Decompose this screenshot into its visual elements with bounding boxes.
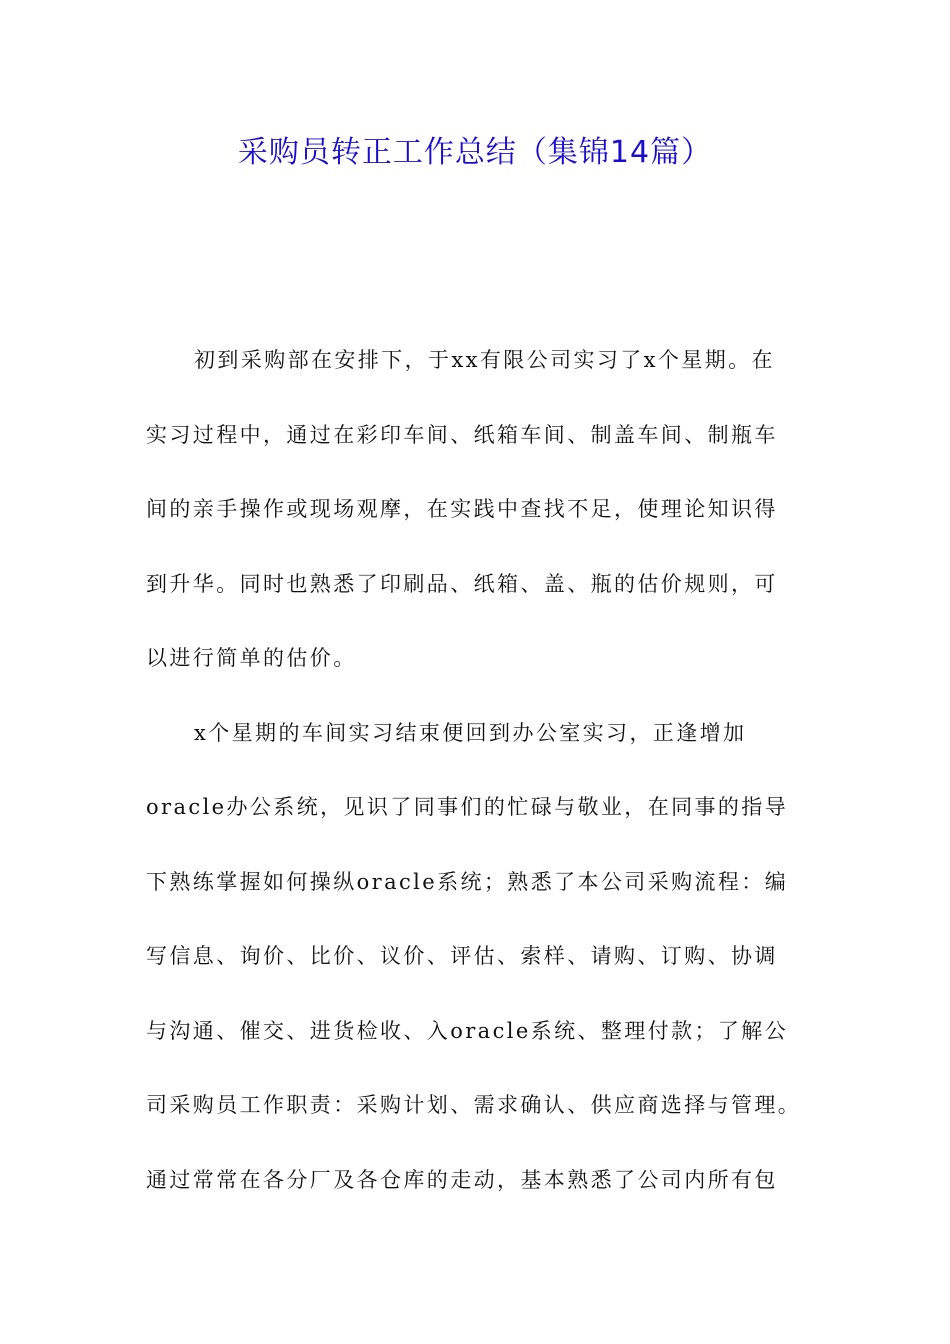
paragraph-1: [146, 335, 836, 708]
paragraph-line: 司采购员工作职责：采购计划、需求确认、供应商选择与管理。: [146, 1093, 802, 1117]
paragraph-line: 实习过程中，通过在彩印车间、纸箱车间、制盖车间、制瓶车: [146, 422, 778, 447]
paragraph-line: 以进行简单的估价。: [146, 646, 357, 670]
paragraph-line: 写信息、询价、比价、议价、评估、索样、请购、订购、协调: [146, 944, 778, 968]
paragraph-2: [146, 708, 836, 1230]
paragraph-line: 下熟练掌握如何操纵oracle系统；熟悉了本公司采购流程：编: [146, 869, 789, 894]
paragraph-line: 初到采购部在安排下，于xx有限公司实习了x个星期。在: [194, 348, 775, 372]
paragraph-line: 间的亲手操作或现场观摩，在实践中查找不足，使理论知识得: [146, 497, 778, 521]
paragraph-line: oracle办公系统，见识了同事们的忙碌与敬业，在同事的指导: [146, 795, 789, 819]
document-title: 采购员转正工作总结（集锦14篇）: [237, 135, 713, 170]
document-body: [146, 335, 836, 1229]
paragraph-line: 到升华。同时也熟悉了印刷品、纸箱、盖、瓶的估价规则，可: [146, 571, 778, 596]
paragraph-line: 通过常常在各分厂及各仓库的走动，基本熟悉了公司内所有包: [146, 1167, 778, 1192]
paragraph-line: x个星期的车间实习结束便回到办公室实习，正逢增加: [194, 720, 747, 745]
paragraph-line: 与沟通、催交、进货检收、入oracle系统、整理付款；了解公: [146, 1018, 789, 1043]
